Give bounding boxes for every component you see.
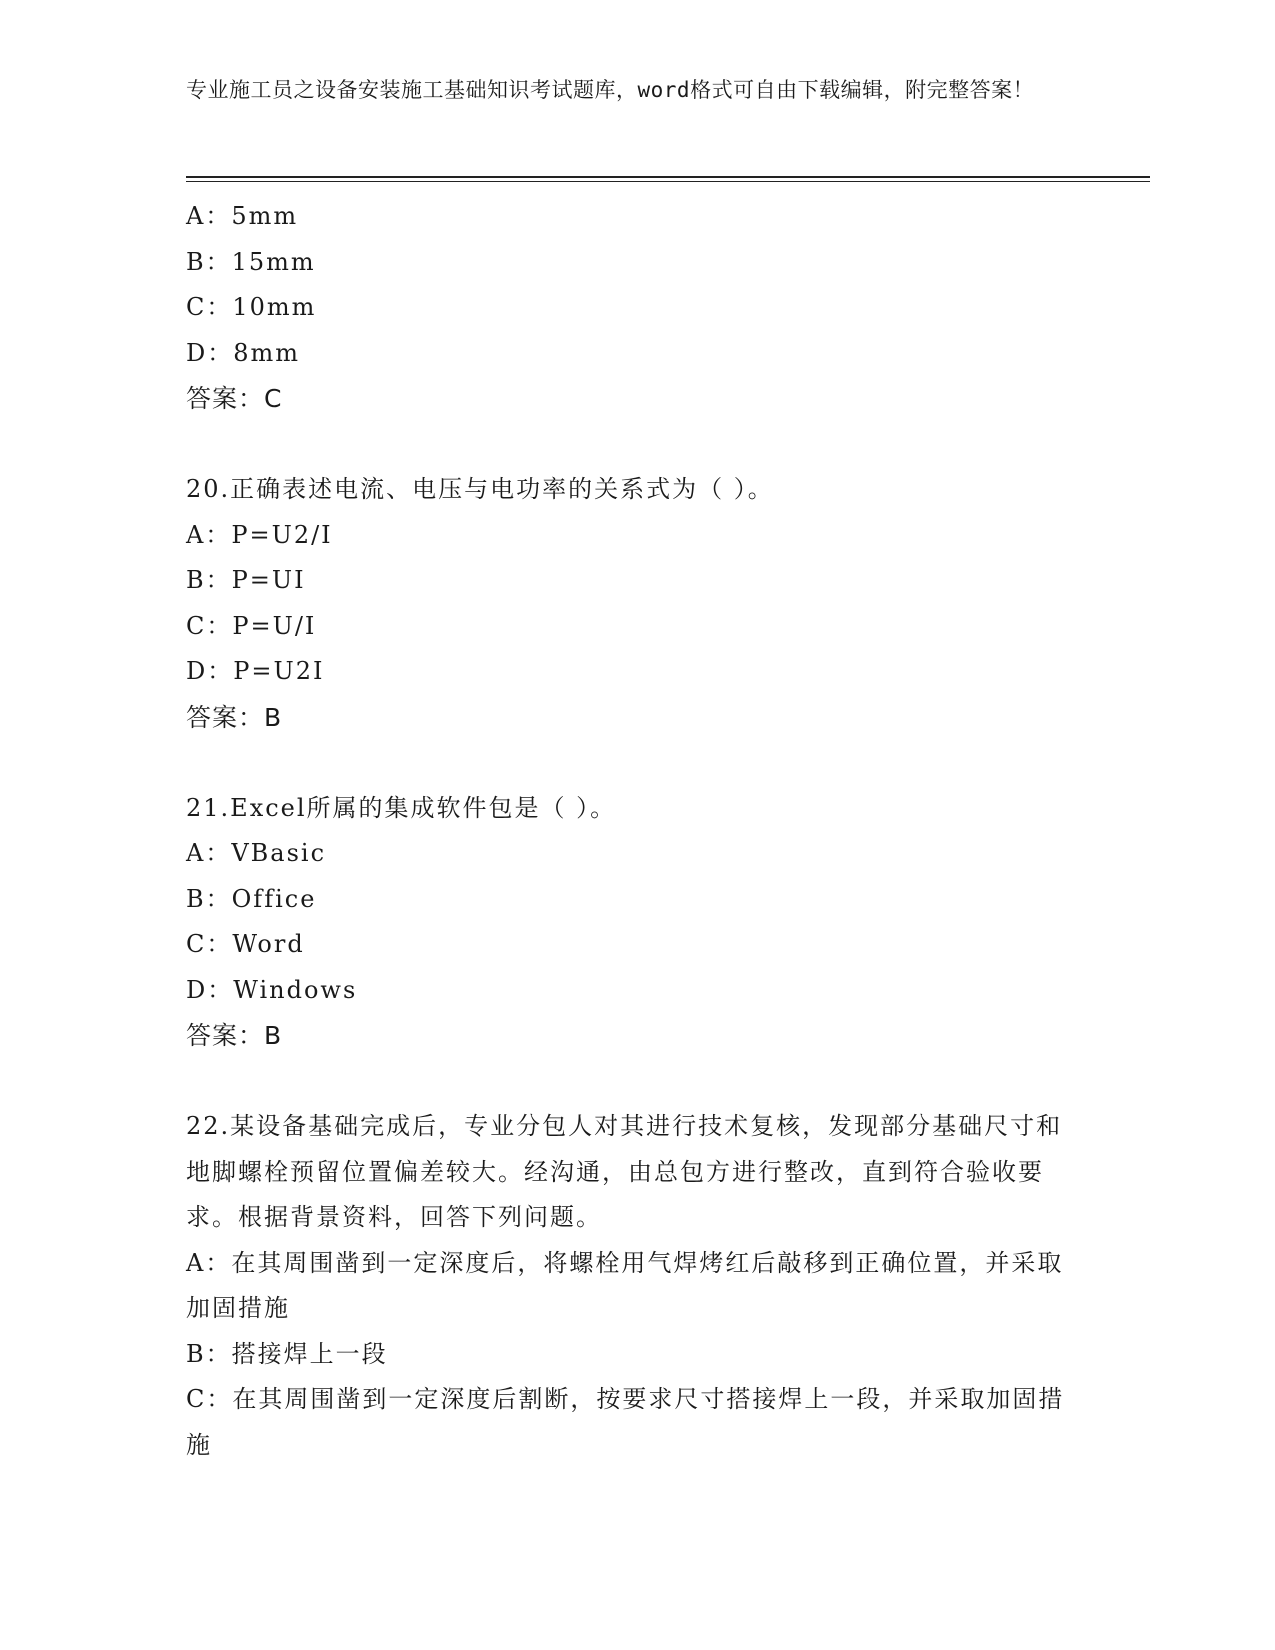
question-block-20 [186,467,1066,740]
question-stem: 20.正确表述电流、电压与电功率的关系式为（ ）。 [186,475,774,503]
option-c: C：Word [186,930,305,958]
option-a: A：5mm [186,202,299,230]
header-divider [186,176,1150,178]
option-b: B：P=UI [186,566,306,594]
question-block-21 [186,786,1066,1059]
option-c: C：P=U/I [186,611,317,640]
option-a: A：VBasic [186,839,327,867]
question-stem: 21.Excel所属的集成软件包是（ ）。 [186,793,617,822]
header-divider-thin [186,181,1150,182]
document-header: 专业施工员之设备安装施工基础知识考试题库，word格式可自由下载编辑，附完整答案！ [186,78,1035,102]
answer-line: 答案：B [186,1021,283,1050]
option-a: A：在其周围凿到一定深度后，将螺栓用气焊烤红后敲移到正确位置，并采取加固措施 [186,1248,1064,1322]
question-block-19 [186,194,1066,422]
option-d: D：8mm [186,338,301,367]
answer-line: 答案：B [186,702,283,732]
question-list [186,194,1066,1468]
answer-line: 答案：C [186,384,283,413]
option-d: D：P=U2I [186,657,325,685]
option-c: C：10mm [186,293,317,321]
question-stem: 22.某设备基础完成后，专业分包人对其进行技术复核，发现部分基础尺寸和地脚螺栓预留位置偏差较大。经沟通，由总包方进行整改，直到符合验收要求。根据背景资料，回答下列问题。 [186,1112,1063,1231]
option-b: B：15mm [186,247,316,276]
option-a: A：P=U2/I [186,520,333,549]
option-c: C：在其周围凿到一定深度后割断，按要求尺寸搭接焊上一段，并采取加固措施 [186,1385,1065,1459]
option-d: D：Windows [186,975,358,1004]
option-b: B：搭接焊上一段 [186,1339,388,1368]
question-block-22 [186,1104,1066,1468]
option-b: B：Office [186,884,317,913]
